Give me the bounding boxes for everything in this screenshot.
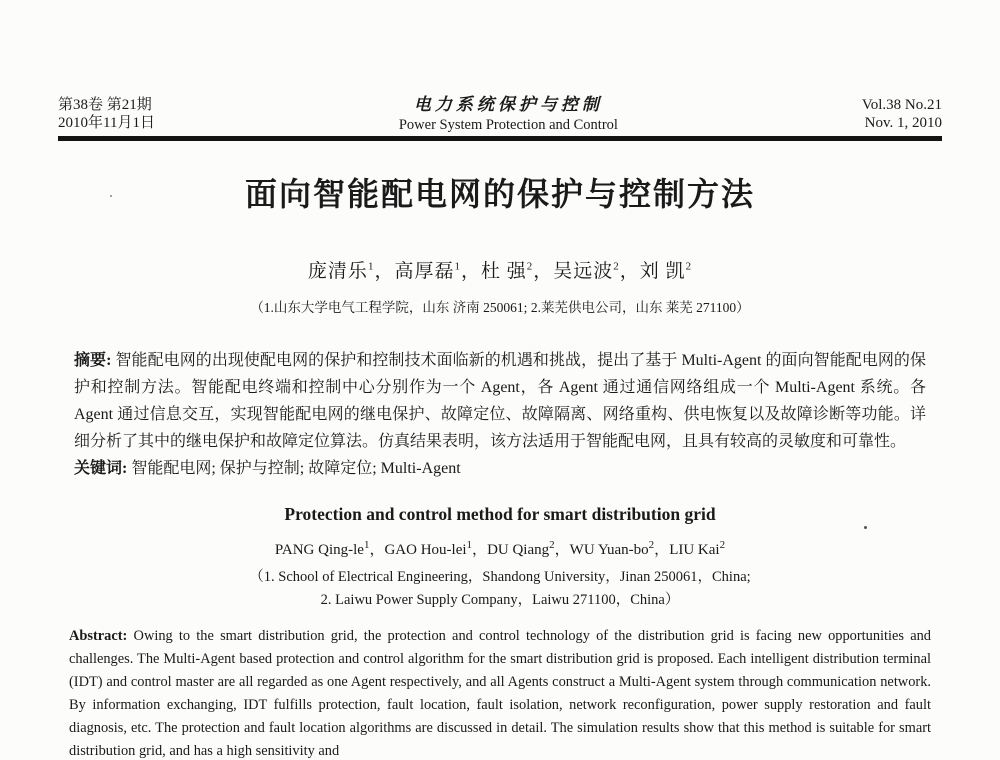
journal-date-en: Nov. 1, 2010 — [864, 115, 942, 131]
author-cn — [553, 261, 640, 282]
journal-header — [58, 0, 942, 134]
journal-header-right — [862, 96, 942, 132]
keywords-cn-text: 智能配电网; 保护与控制; 故障定位; Multi-Agent — [131, 460, 461, 477]
author-en — [669, 539, 726, 558]
author-affiliation-sup: 1 — [367, 260, 375, 273]
author-name: 吴远波 — [553, 261, 614, 282]
authors-line-en — [58, 539, 942, 561]
abstract-cn — [74, 347, 926, 455]
article-title-en: Protection and control method for smart distribution grid — [284, 504, 716, 524]
author-separator: ， — [460, 261, 481, 282]
author-name: GAO Hou-lei — [384, 542, 467, 558]
author-affiliation-sup: 2 — [613, 260, 620, 273]
keywords-cn — [74, 455, 926, 482]
author-affiliation-sup: 1 — [454, 260, 461, 273]
author-en — [384, 539, 488, 558]
author-cn — [308, 261, 395, 282]
author-separator: ， — [533, 261, 554, 282]
author-separator: ， — [654, 542, 670, 558]
affiliation-en — [58, 566, 942, 612]
author-name: DU Qiang — [487, 542, 550, 558]
journal-name-en: Power System Protection and Control — [398, 117, 618, 133]
affiliation-en-line-1: （1. School of Electrical Engineering，Shandong University，Jinan 250061，China; — [249, 569, 751, 585]
author-affiliation-sup: 2 — [549, 539, 555, 551]
affiliation-en-line-2: 2. Laiwu Power Supply Company，Laiwu 271100，China） — [320, 592, 680, 608]
author-name: 庞清乐 — [307, 261, 368, 282]
journal-header-center — [155, 96, 862, 134]
authors-line-cn — [58, 259, 942, 285]
author-name: LIU Kai — [669, 542, 720, 558]
scan-speck — [110, 195, 112, 197]
author-affiliation-sup: 2 — [526, 260, 534, 273]
author-separator: ， — [472, 542, 488, 558]
author-name: 杜 强 — [480, 261, 527, 282]
header-divider-rule — [58, 136, 942, 141]
author-cn — [394, 261, 481, 282]
author-name: 高厚磊 — [394, 261, 455, 282]
article-title-cn: 面向智能配电网的保护与控制方法 — [244, 176, 755, 212]
author-cn — [640, 261, 692, 282]
author-separator: ， — [554, 542, 570, 558]
affiliation-cn: （1.山东大学电气工程学院，山东 济南 250061; 2.莱芜供电公司，山东 莱芜 271100） — [250, 300, 750, 315]
author-separator: ， — [619, 261, 640, 282]
abstract-cn-label: 摘要: — [74, 352, 116, 369]
abstract-en — [69, 625, 931, 760]
journal-header-left — [58, 96, 155, 132]
author-cn — [481, 261, 553, 282]
journal-volume-issue-cn: 第38卷 第21期 — [58, 97, 152, 113]
author-affiliation-sup: 2 — [685, 260, 693, 273]
abstract-en-label: Abstract: — [69, 628, 134, 644]
author-affiliation-sup: 2 — [719, 539, 726, 551]
author-separator: ， — [369, 542, 385, 558]
author-en — [274, 539, 385, 558]
scan-speck — [864, 526, 867, 529]
journal-name-cn: 电力系统保护与控制 — [413, 95, 603, 114]
author-name: 刘 凯 — [639, 261, 686, 282]
author-en — [569, 539, 670, 558]
abstract-cn-text: 智能配电网的出现使配电网的保护和控制技术面临新的机遇和挑战，提出了基于 Multi-Agent 的面向智能配电网的保护和控制方法。智能配电终端和控制中心分别作为一个 Agent，各 Agent 通过通信网络组成一个 Multi-Agent 系统。各 Agent 通过信息交互，实现智能配电网的继电保护、故障定位、故障隔离、网络重构、供电恢复以及故障诊断等功能。详细分析了其中的继电保护和故障定位算法。仿真结果表明，该方法适用于智能配电网，且具有较高的灵敏度和可靠性。 — [74, 352, 926, 450]
journal-volume-issue-en: Vol.38 No.21 — [861, 97, 942, 113]
author-separator: ， — [374, 261, 395, 282]
journal-date-cn: 2010年11月1日 — [58, 115, 155, 131]
author-affiliation-sup: 2 — [648, 539, 655, 551]
author-affiliation-sup: 1 — [466, 539, 473, 551]
author-en — [487, 539, 570, 558]
abstract-en-text: Owing to the smart distribution grid, the protection and control technology of the distribution grid is facing new opportunities and challenges. The Multi-Agent based protection and control algorithm for the smart distribution grid is proposed. Each intelligent distribution terminal (IDT) and control master are all regarded as one Agent respectively, and all Agents construct a Multi-Agent system through communication network. By information exchanging, IDT fulfills protection, fault location, fault isolation, network reconfiguration, power supply restoration and fault diagnosis, etc. The protection and fault location algorithms are discussed in detail. The simulation results show that this method is suitable for smart distribution grid, and has a high sensitivity and — [69, 628, 931, 759]
author-name: WU Yuan-bo — [569, 542, 649, 558]
keywords-cn-label: 关键词: — [74, 460, 132, 477]
author-name: PANG Qing-le — [274, 542, 364, 558]
author-affiliation-sup: 1 — [363, 539, 370, 551]
